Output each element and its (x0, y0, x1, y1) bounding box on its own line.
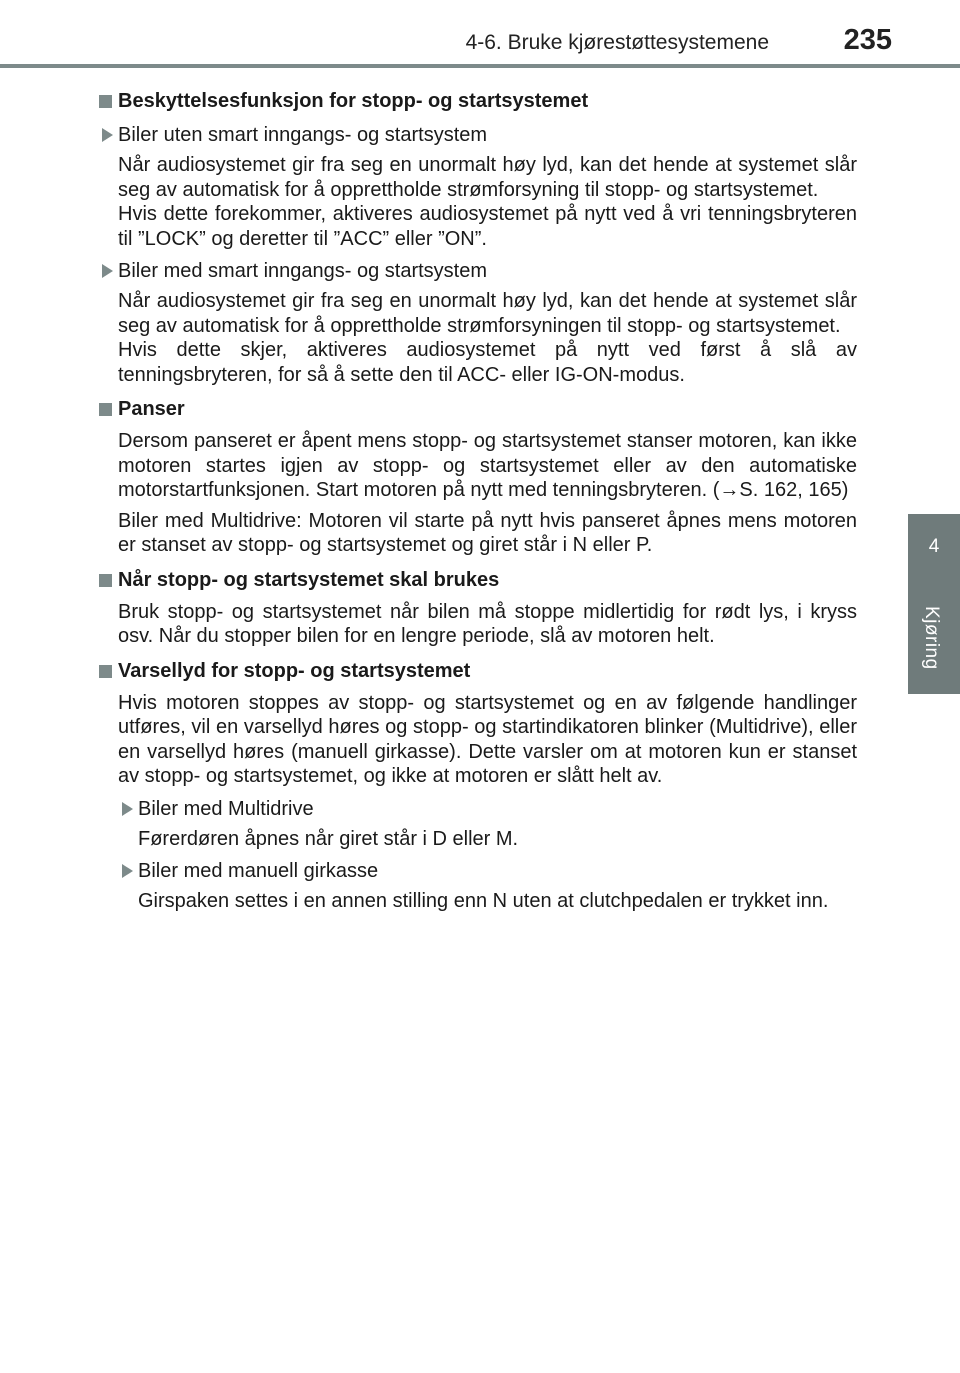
paragraph: Girspaken settes i en annen stilling enn N uten at clutchpedalen er trykket inn. (138, 890, 829, 912)
page-header (0, 0, 960, 66)
paragraph: Hvis dette forekommer, aktiveres audiosystemet på nytt ved å vri tenningsbryteren til ”LOCK” og deretter til ”ACC” eller ”ON”. (118, 203, 857, 250)
triangle-bullet-icon (122, 802, 133, 816)
section-heading: Beskyttelsesfunksjon for stopp- og startsystemet (97, 87, 857, 115)
triangle-bullet-icon (102, 264, 113, 278)
paragraph: Når audiosystemet gir fra seg en unormalt høy lyd, kan det hende at systemet slår seg av automatisk for å opprettholde strømforsyning til stopp- og startsystemet. (118, 154, 857, 201)
paragraph: Førerdøren åpnes når giret står i D eller M. (138, 827, 519, 850)
triangle-bullet-icon (102, 128, 113, 142)
chapter-number: 4 (928, 536, 940, 557)
subsection-item (117, 857, 857, 885)
subsection-item (97, 121, 857, 149)
subsection-label: Biler med smart inngangs- og startsystem (118, 260, 488, 282)
subsection-label: Biler med manuell girkasse (138, 860, 379, 882)
subsection-item (97, 257, 857, 285)
section-heading: Panser (97, 395, 857, 423)
header-divider (0, 64, 960, 68)
page-content (97, 79, 857, 920)
subsection-item (117, 795, 857, 823)
paragraph: Dersom panseret er åpent mens stopp- og startsystemet stanser motoren, kan ikke motoren startes igjen av stopp- og startsystemet eller av den automatiske motorstartfunksjonen. Start motoren på nytt med tenningsbryteren. (→S. 162, 165) (118, 430, 857, 501)
section-heading: Når stopp- og startsystemet skal brukes (97, 566, 857, 594)
section-heading: Varsellyd for stopp- og startsystemet (97, 657, 857, 685)
page-number: 235 (843, 24, 892, 56)
chapter-tab (908, 514, 960, 694)
paragraph: Når audiosystemet gir fra seg en unormalt høy lyd, kan det hende at systemet slår seg av automatisk for å opprettholde strømforsyningen til stopp- og startsystemet. (118, 290, 857, 337)
paragraph: Hvis dette skjer, aktiveres audiosystemet på nytt ved først å slå av tenningsbryteren, for så å sette den til ACC- eller IG-ON-modus. (118, 339, 857, 386)
subsection-label: Biler uten smart inngangs- og startsystem (118, 124, 488, 146)
triangle-bullet-icon (122, 864, 133, 878)
section-title: 4-6. Bruke kjørestøttesystemene (465, 31, 769, 54)
paragraph: Bruk stopp- og startsystemet når bilen må stoppe midlertidig for rødt lys, i kryss osv. Når du stopper bilen for en lengre periode, slå av motoren helt. (118, 600, 857, 647)
paragraph: Hvis motoren stoppes av stopp- og startsystemet og en av følgende handlinger utføres, vil en varsellyd høres og stopp- og startindikatoren blinker (Multidrive), eller en varsellyd høres (manuell girkasse). Dette varsler om at motoren kun er stanset av stopp- og startsystemet, og ikke at motoren er slått helt av. (118, 691, 857, 787)
subsection-label: Biler med Multidrive (138, 797, 314, 820)
paragraph: Biler med Multidrive: Motoren vil starte på nytt hvis panseret åpnes mens motoren er stanset av stopp- og startsystemet og giret står i N eller P. (118, 509, 857, 556)
chapter-label: Kjøring (921, 606, 942, 670)
